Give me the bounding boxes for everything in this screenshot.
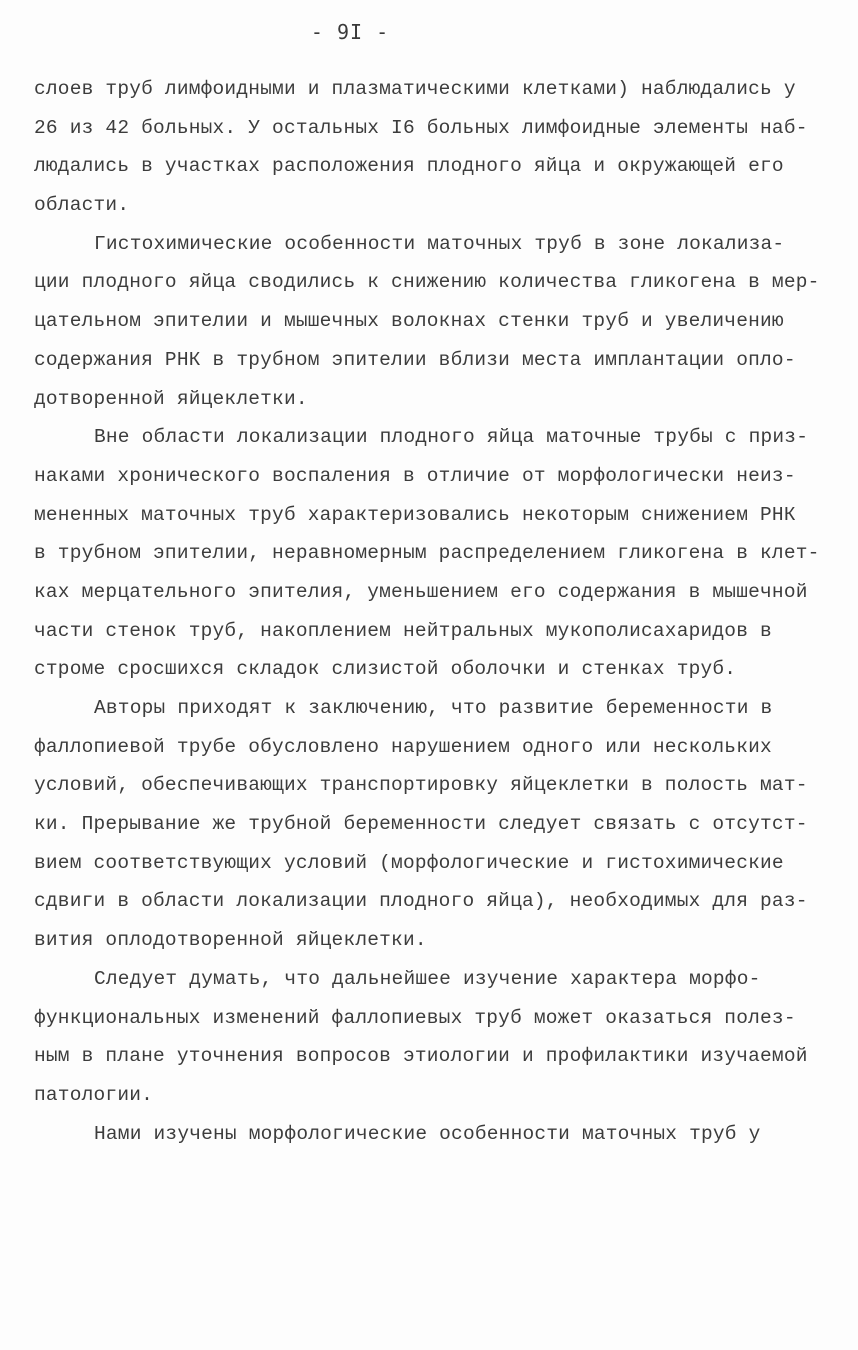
- text-line: ции плодного яйца сводились к снижению количества гликогена в мер-: [34, 271, 820, 294]
- text-line: ки. Прерывание же трубной беременности следует связать с отсутст-: [34, 813, 808, 836]
- text-line: фаллопиевой трубе обусловлено нарушением одного или нескольких: [34, 735, 772, 758]
- text-line: ным в плане уточнения вопросов этиологии и профилактики изучаемой: [34, 1045, 808, 1068]
- text-line: Вне области локализации плодного яйца маточные трубы с приз-: [94, 426, 809, 449]
- text-line: сдвиги в области локализации плодного яйца), необходимых для раз-: [34, 890, 808, 913]
- text-line: ках мерцательного эпителия, уменьшением его содержания в мышечной: [34, 580, 808, 603]
- text-line: области.: [34, 194, 130, 217]
- text-line: строме сросшихся складок слизистой оболочки и стенках труб.: [34, 658, 737, 681]
- text-line: Нами изучены морфологические особенности маточных труб у: [94, 1122, 761, 1145]
- text-line: Авторы приходят к заключению, что развитие беременности в: [94, 697, 773, 719]
- text-line: части стенок труб, накоплением нейтральных мукополисахаридов в: [34, 619, 772, 642]
- text-line: содержания РНК в трубном эпителии вблизи места имплантации опло-: [34, 348, 796, 371]
- text-line: Гистохимические особенности маточных труб в зоне локализа-: [94, 232, 785, 255]
- body-text: [34, 70, 824, 1153]
- text-line: патологии.: [34, 1083, 154, 1106]
- text-line: вием соответствующих условий (морфологические и гистохимические: [34, 851, 784, 874]
- text-line: дотворенной яйцеклетки.: [34, 387, 308, 410]
- text-line: функциональных изменений фаллопиевых труб может оказаться полез-: [34, 1006, 796, 1029]
- text-line: людались в участках расположения плодного яйца и окружающей его: [34, 155, 784, 178]
- text-line: вития оплодотворенной яйцеклетки.: [34, 929, 427, 952]
- page-number: - 9I -: [310, 20, 390, 44]
- text-line: наками хронического воспаления в отличие от морфологически неиз-: [34, 464, 796, 487]
- text-line: слоев труб лимфоидными и плазматическими клетками) наблюдались у: [34, 78, 796, 100]
- text-line: мененных маточных труб характеризовались некоторым снижением РНК: [34, 503, 796, 526]
- text-line: в трубном эпителии, неравномерным распределением гликогена в клет-: [34, 542, 820, 565]
- text-line: условий, обеспечивающих транспортировку яйцеклетки в полость мат-: [34, 774, 808, 797]
- text-line: цательном эпителии и мышечных волокнах стенки труб и увеличению: [34, 310, 784, 333]
- text-line: 26 из 42 больных. У остальных I6 больных лимфоидные элементы наб-: [34, 116, 808, 139]
- text-line: Следует думать, что дальнейшее изучение характера морфо-: [94, 967, 761, 990]
